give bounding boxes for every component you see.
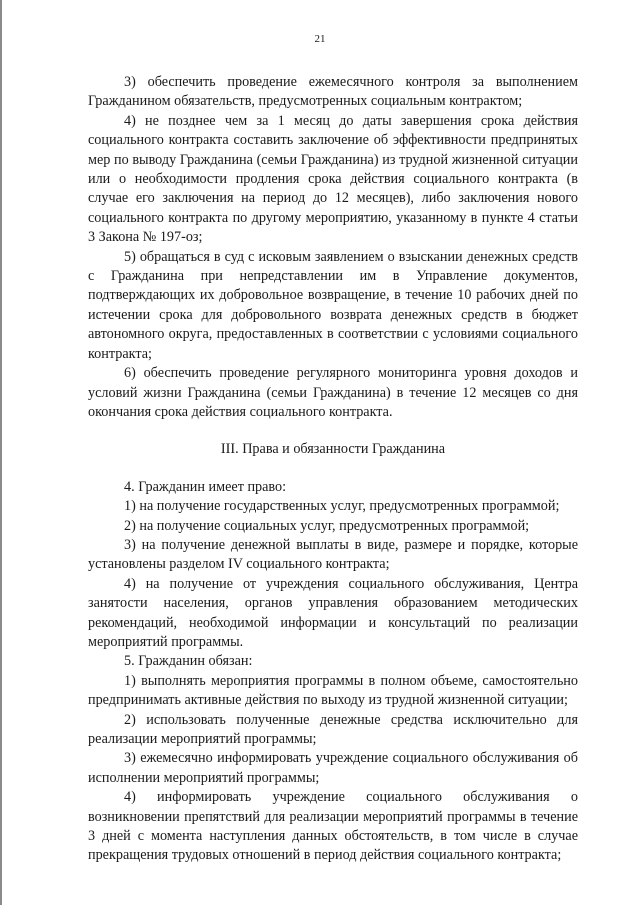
paragraph-duty-3: 3) ежемесячно информировать учреждение социального обслуживания об исполнении мероприятий программы; xyxy=(88,750,578,786)
scan-edge-line xyxy=(0,0,2,905)
paragraph-item-3: 3) обеспечить проведение ежемесячного контроля за выполнением Гражданином обязательств, предусмотренных социальным контрактом; xyxy=(88,74,578,110)
page-number: 21 xyxy=(314,33,326,45)
paragraph-right-2: 2) на получение социальных услуг, предусмотренных программой; xyxy=(124,517,530,534)
paragraph-duties-intro: 5. Гражданин обязан: xyxy=(124,653,253,670)
paragraph-duty-1: 1) выполнять мероприятия программы в полном объеме, самостоятельно предпринимать активные действия по выходу из трудной жизненной ситуации; xyxy=(88,672,578,709)
paragraph-item-4: 4) не позднее чем за 1 месяц до даты завершения срока действия социального контракта составить заключение об эффективности предпринятых мер по выводу Гражданина (семьи Гражданина) из трудной жизненной ситуации или о необходимости продления срока действия социального контракта (в случае его заключения на период до 12 месяцев), либо заключения нового социального контракта по другому мероприятию, указанному в пункте 4 статьи 3 Закона № 197-оз; xyxy=(88,112,578,246)
paragraph-rights-intro: 4. Гражданин имеет право: xyxy=(124,478,287,495)
document-body xyxy=(88,73,578,866)
paragraph-duty-2: 2) использовать полученные денежные средства исключительно для реализации мероприятий программы; xyxy=(88,711,578,747)
paragraph-duty-4: 4) информировать учреждение социального обслуживания о возникновении препятствий для реализации мероприятий программы в течение 3 дней с момента наступления данных обстоятельств, в том числе в случае прекращения трудовых отношений в период действия социального контракта; xyxy=(88,789,578,864)
section-heading: III. Права и обязанности Гражданина xyxy=(220,441,446,458)
paragraph-right-3: 3) на получение денежной выплаты в виде, размере и порядке, которые установлены разделом IV социального контракта; xyxy=(88,536,578,573)
paragraph-right-1: 1) на получение государственных услуг, предусмотренных программой; xyxy=(124,498,560,515)
paragraph-right-4: 4) на получение от учреждения социального обслуживания, Центра занятости населения, органов управления образованием методических рекомендаций, необходимой информации и консультаций по реализации мероприятий программы. xyxy=(88,575,578,650)
paragraph-item-5: 5) обращаться в суд с исковым заявлением о взыскании денежных средств с Гражданина при непредставлении им в Управление документов, подтверждающих их добровольное возвращение, в течение 10 рабочих дней по истечении срока для добровольного возврата денежных средств в бюджет автономного округа, предоставленных в соответствии с условиями социального контракта; xyxy=(88,248,578,362)
paragraph-item-6: 6) обеспечить проведение регулярного мониторинга уровня доходов и условий жизни Гражданина (семьи Гражданина) в течение 12 месяцев со дня окончания срока действия социального контракта. xyxy=(88,365,578,420)
